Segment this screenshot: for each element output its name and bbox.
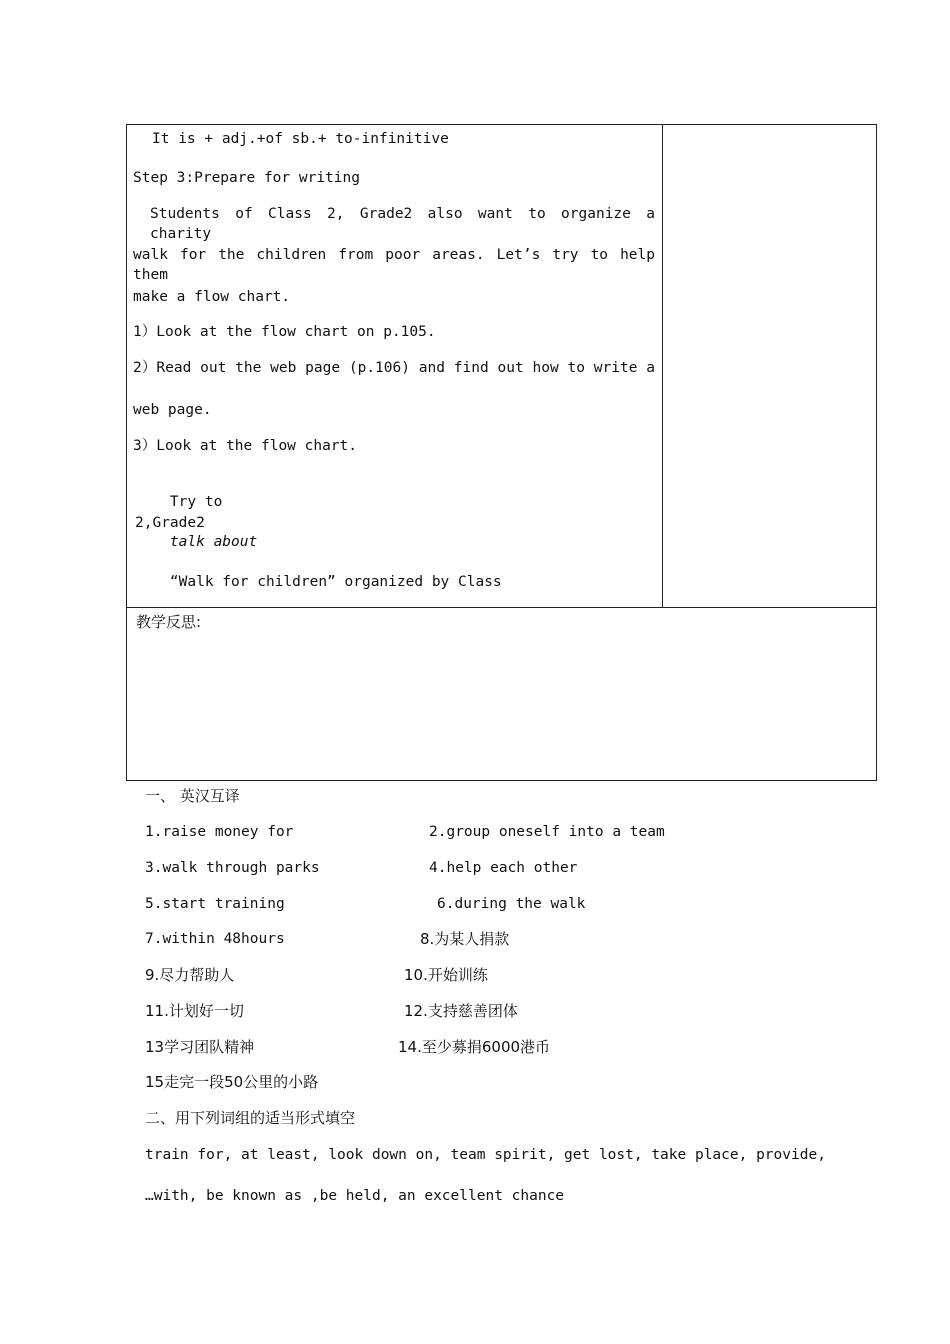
exercise-item: 12.支持慈善团体 [404, 1002, 518, 1020]
exercise-item: 1.raise money for [145, 824, 294, 840]
exercise-item: 4.help each other [429, 860, 578, 876]
try-suffix: “Walk for children” organized by Class [169, 574, 502, 590]
table-column-divider [662, 124, 663, 607]
exercise-item: 10.开始训练 [404, 966, 488, 984]
exercise2-heading: 二、用下列词组的适当形式填空 [145, 1109, 356, 1127]
paragraph-line: walk for the children from poor areas. Let’s try to help them [133, 247, 655, 283]
exercise-item: 15走完一段50公里的小路 [145, 1073, 319, 1091]
grammar-formula: It is + adj.+of sb.+ to-infinitive [152, 131, 449, 147]
exercise-item: 13学习团队精神 [145, 1038, 255, 1056]
list-item: 3）Look at the flow chart. [133, 438, 358, 454]
exercise1-heading: 一、 英汉互译 [145, 787, 240, 805]
exercise-item: 14.至少募捐6000港币 [398, 1038, 551, 1056]
list-item-continuation: web page. [133, 402, 212, 418]
exercise-item: 2.group oneself into a team [429, 824, 665, 840]
list-item: 1）Look at the flow chart on p.105. [133, 324, 436, 340]
list-item: 2）Read out the web page (p.106) and find out how to write a [133, 360, 655, 376]
try-prefix: Try to [169, 494, 223, 510]
paragraph-line: make a flow chart. [133, 289, 291, 305]
exercise-item: 11.计划好一切 [145, 1002, 244, 1020]
try-line-continuation: 2,Grade2 [135, 515, 205, 531]
exercise-item: 6.during the walk [437, 896, 586, 912]
exercise-item: 5.start training [145, 896, 285, 912]
phrase-list-line: train for, at least, look down on, team spirit, get lost, take place, provide, [145, 1147, 826, 1163]
reflection-label: 教学反思: [136, 613, 202, 631]
exercise-item: 8.为某人捐款 [420, 930, 510, 948]
exercise-item: 7.within 48hours [145, 931, 285, 947]
step3-title: Step 3:Prepare for writing [133, 170, 360, 186]
try-italic: talk about [169, 534, 258, 550]
paragraph-line: Students of Class 2, Grade2 also want to organize a charity [150, 206, 655, 242]
exercise-item: 9.尽力帮助人 [145, 966, 235, 984]
try-line [135, 472, 502, 612]
phrase-list-line: …with, be known as ,be held, an excellent chance [145, 1188, 565, 1204]
exercise-item: 3.walk through parks [145, 860, 320, 876]
